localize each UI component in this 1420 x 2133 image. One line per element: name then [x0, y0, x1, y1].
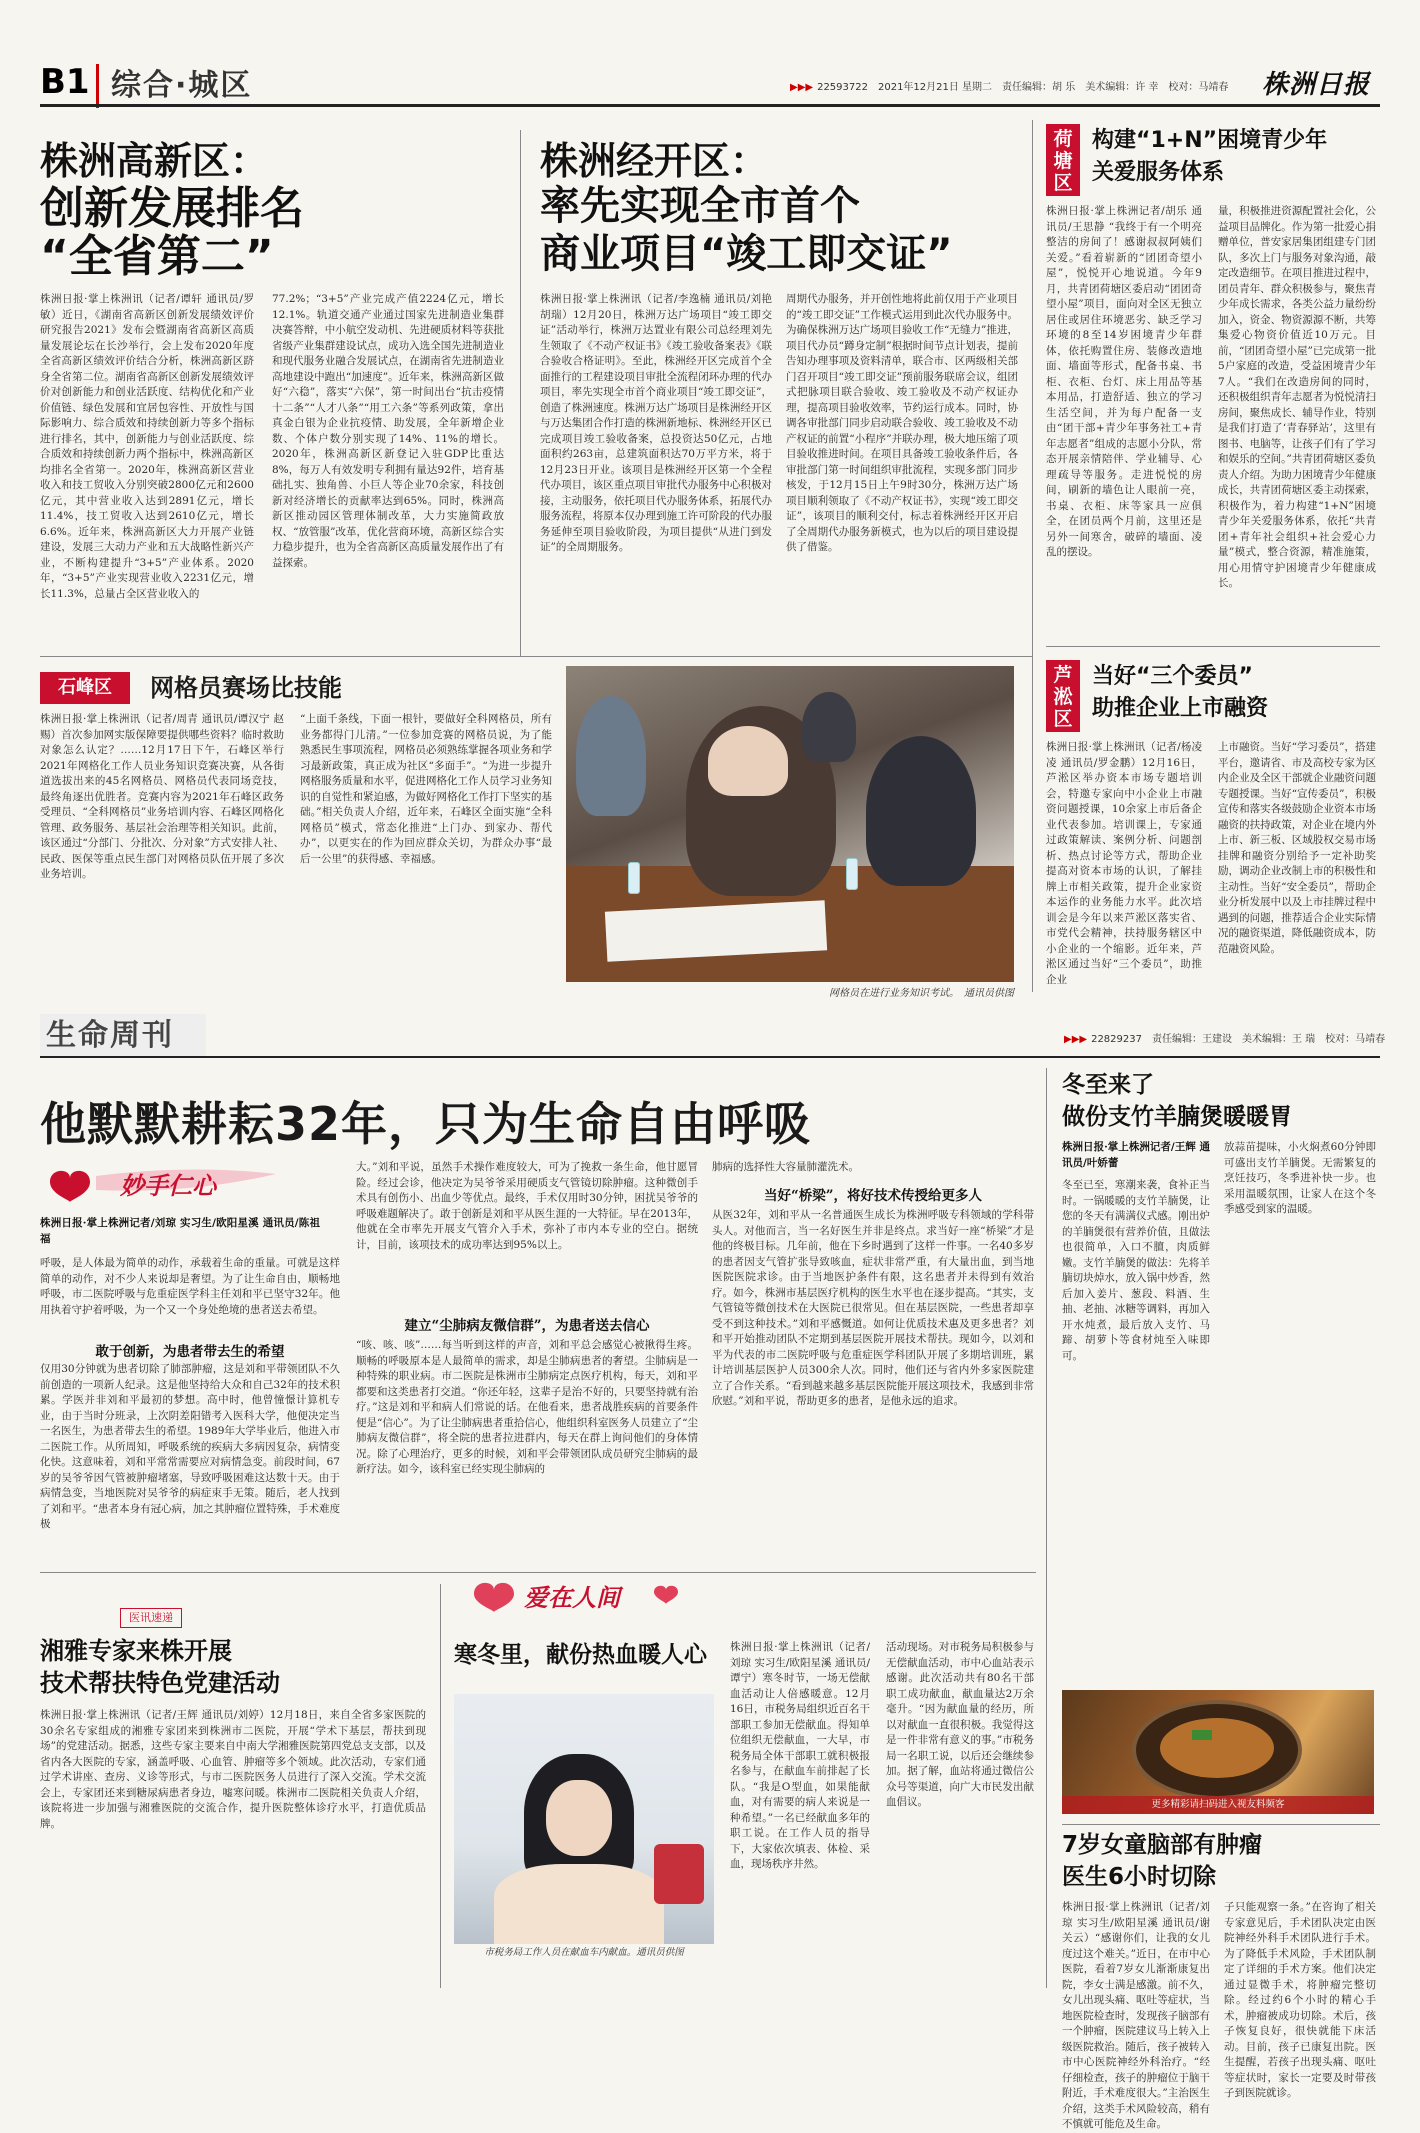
- article1-col2: 77.2%；“3+5”产业完成产值2224亿元，增长12.1%。轨道交通产业通过国家先进制造业集群决赛答辩，中小航空发动机、先进硬质材料等获批省级产业集群建设试点，成功入选全国先进制造业和现代服务业融合发展试点，在湖南省先进制造业高地建设中跑出“加速度”。近年来，株洲高新区做好“六稳”，落实“六保”，第一时间出台“抗击疫情十二条”“人才八条”“用工六条”等系列政策，拿出真金白银为企业抗疫情、助发展，全年新增企业数、个体户数分别实现了14%、11%的增长。2020年，株洲高新区新登记入驻GDP比重达8%，每万人有效发明专利拥有量达92件，培育基础扎实、独角兽、小巨人等企业70余家，科技创新对经济增长的贡献率达到65%。同时，株洲高新区推动园区管理体制改革，大力实施简政放权、“放管服”改革，优化营商环境，高新区综合实力稳步提升，也为全省高新区高质量发展作出了有益探索。: [272, 293, 504, 569]
- aizai-badge: 爱在人间: [524, 1584, 620, 1612]
- yixun-tag: 医讯速递: [120, 1608, 182, 1628]
- miaoshou-badge: 妙手仁心: [120, 1172, 216, 1200]
- newspaper-logo: 株洲日报: [1262, 70, 1371, 100]
- aizai-col1: 株洲日报·掌上株洲讯（记者/刘琼 实习生/欧阳星溪 通讯员/谭宁）寒冬时节，一场无偿献血活动让人倍感暖意。12月16日，市税务局组织近百名干部职工参加无偿献血。得知单位组织无偿献血，一大早，市税务局全体干部职工就积极报名参与，在献血车前排起了长队。“我是O型血，如果能献血，对有需要的病人来说是一种希望。”一名已经献血多年的职工说。在工作人员的指导下，大家依次填表、体检、采血，现场秩序井然。: [730, 1641, 870, 1870]
- hetang-title-line2: 关爱服务体系: [1092, 160, 1225, 185]
- article3-subhead2: 建立“尘肺病友微信群”，为患者送去信心: [404, 1318, 650, 1334]
- article3-col3-para1: 肺病的选择性大容量肺灌洗术。: [712, 1161, 859, 1173]
- article1-col1: 株洲日报·掌上株洲讯（记者/谭轩 通讯员/罗敏）近日，《湖南省高新区创新发展绩效评价研究报告2021》发布会暨湖南省高新区高质量发展论坛在长沙举行，会上发布2020年度全省高新区绩效评价结合分析，株洲高新区跻身全省第二位。湖南省高新区创新发展绩效评价对创新能力和创业活跃度、结构优化和产业价值链、绿色发展和宜居包容性、开放性与国际影响力、综合质效和持续创新力等多个指标进行排名，其中，创新能力与创业活跃度、综合质效和持续创新力两个指标中，株洲高新区均排名全省第一。2020年，株洲高新区营业收入和技工贸收入分别突破2800亿元和2600亿元，其中营业收入达到2891亿元，增长11.4%，技工贸收入达到2610亿元，增长6.6%。近年来，株洲高新区大力开展产业链建设，发展三大动力产业和五大战略性新兴产业，不断构建提升“3+5”产业体系。2020年，“3+5”产业实现营业收入2231亿元，增长11.3%，总量占全区营业收入的: [40, 293, 254, 600]
- xiangya-title-line2: 技术帮扶特色党建活动: [40, 1669, 280, 1697]
- article3-byline: 株洲日报·掌上株洲记者/刘琼 实习生/欧阳星溪 通讯员/陈祖福: [40, 1217, 320, 1245]
- section-title: 综合·城区: [96, 64, 286, 108]
- column-divider: [440, 1584, 441, 1988]
- luhong-col1: 株洲日报·掌上株洲讯（记者/杨凌凌 通讯员/罗金鹏）12月16日，芦淞区举办资本市场专题培训会，特邀专家向中小企业上市融资问题授课，10余家上市后备企业代表参加。培训课上，专家通过政策解读、案例分析、问题剖析、热点讨论等方式，帮助企业提高对资本市场的认识，了解挂牌上市相关政策，提升企业家资本运作的业务能力水平。此次培训会是今年以来芦淞区落实省、市党代会精神，扶持服务辖区中小企业的一个缩影。近年来，芦淞区通过当好“三个委员”，助推企业: [1046, 741, 1202, 986]
- aizai-title: 寒冬里，献份热血暖人心: [454, 1642, 707, 1668]
- scallion-shape: [1192, 1730, 1212, 1740]
- article2-title-line1: 株洲经开区：: [540, 139, 769, 183]
- person-shape: [576, 696, 646, 816]
- dongzhi-title-line2: 做份支竹羊腩煲暖暖胃: [1062, 1104, 1292, 1130]
- arrow-icon: ▶▶▶: [1064, 1034, 1088, 1045]
- girl-col1: 株洲日报·掌上株洲讯（记者/刘琼 实习生/欧阳星溪 通讯员/谢关云）“感谢你们，让我的女儿度过这个难关。”近日，在市中心医院，看着7岁女儿渐渐康复出院，李女士满是感激。前不久，女儿出现头痛、呕吐等症状，当地医院检查时，发现孩子脑部有一个肿瘤，医院建议马上转入上级医院救治。随后，孩子被转入市中心医院神经外科治疗。“经仔细检查，孩子的肿瘤位于脑干附近，手术难度很大。”主治医生介绍，这类手术风险较高，稍有不慎就可能危及生命。: [1062, 1901, 1210, 2130]
- header-rule: [40, 104, 1380, 107]
- column-divider: [1032, 120, 1033, 992]
- section2-title: 生命周刊: [40, 1014, 206, 1058]
- article3-col3-para2: 从医32年，刘和平从一名普通医生成长为株洲呼吸专科领域的学科带头人。对他而言，当一名好医生并非是终点。求当好一座“桥梁”才是他的终极目标。几年前，他在下乡时遇到了这样一件事。一名40多岁的患者因支气管扩张导致咳血，症状非常严重，有大量出血，到当地医院医院求诊。由于当地医护条件有限，这名患者并未得到有效治疗。如今，株洲市基层医疗机构的医生水平也在逐步提高。“其实，支气管镜等微创技术在大医院已很常见。但在基层医院，一些患者却享受不到这种技术。”刘和平感慨道。如何让优质技术惠及更多患者？刘和平开始推动团队不定期到基层医院开展技术帮扶。现如今，以刘和平为代表的市二医院呼吸与危重症医学科团队开展了多期培训班，累计培训基层医护人员300余人次。同时，他们还与省内外多家医院建立了合作关系。“看到越来越多基层医院能开展这项技术，我感到非常欣慰。”刘和平说，帮助更多的患者，是他永远的追求。: [712, 1209, 1034, 1407]
- dongzhi-col2: 放蒜苗提味，小火焖煮60分钟即可盛出支竹羊腩煲。无需繁复的烹饪技巧，冬季进补快一步。也采用温暖氛围，让家人在这个冬季感受到家的温暖。: [1224, 1141, 1376, 1215]
- luhong-title-line1: 当好“三个委员”: [1092, 664, 1253, 689]
- aizai-banner: [454, 1574, 710, 1614]
- section2-rule: [40, 1056, 1380, 1058]
- person-shape: [866, 736, 976, 886]
- luhong-col2: 上市融资。当好“学习委员”，搭建平台，邀请省、市及高校专家为区内企业及全区干部就企业融资问题专题授课。当好“宣传委员”，积极宣传和落实各级鼓励企业资本市场融资的扶持政策，对企业在境内外上市、新三板、区域股权交易市场挂牌和融资分别给予一定补助奖励，调动企业改制上市的积极性和主动性。当好“安全委员”，帮助企业分析发展中以及上市挂牌过程中遇到的问题，推荐适合企业实际情况的融资渠道，降低融资成本，防范融资风险。: [1218, 741, 1376, 955]
- section-divider: [1062, 1824, 1380, 1825]
- dongzhi-col1: 冬至已至，寒潮来袭，食补正当时。一锅暖暖的支竹羊腩煲，让您的冬天有满满仪式感。刚出炉的羊腩煲很有营养价值，且做法也很简单，入口不膻，肉质鲜嫩。支竹羊腩煲的做法：先将羊腩切块焯水，放入锅中炒香，然后加入姜片、葱段、料酒、生抽、老抽、冰糖等调料，再加入开水炖煮，最后放入支竹、马蹄、胡萝卜等食材炖至入味即可。: [1062, 1179, 1210, 1362]
- column-divider: [1046, 1068, 1047, 1988]
- article3-col1-para1: 呼吸，是人体最为简单的动作，承载着生命的重量。可就是这样简单的动作，对不少人来说却是奢望。为了让生命自由，顺畅地呼吸，市二医院呼吸与危重症医学科主任刘和平已坚守32年。他用执着守护着呼吸，为一个又一个身处绝境的患者送去希望。: [40, 1257, 340, 1316]
- shifeng-col1: 株洲日报·掌上株洲讯（记者/周青 通讯员/谭汉宁 赵赐）首次参加网实版保障要提供哪些资料？临时救助对象怎么认定？……12月17日下午，石峰区举行2021年网格化工作人员业务知识竞赛决赛，从各街道选拔出来的45名网格员、网格员代表同场竞技，最终角逐出优胜者。竞赛内容为2021年石峰区政务受理员、“全科网格员”业务培训内容、石峰区网格化管理、政务服务、基层社会治理等相关知识。此前，该区通过“分部门、分批次、分对象”方式安排人社、民政、医保等重点民生部门对网格员队伍开展了多次业务培训。: [40, 713, 284, 880]
- section-divider: [1046, 646, 1380, 647]
- luhong-tag: 芦淞区: [1046, 660, 1080, 732]
- article2-title-line2: 率先实现全市首个: [540, 183, 860, 229]
- sweater-shape: [494, 1864, 664, 1944]
- article2-col1: 株洲日报·掌上株洲讯（记者/李逸楠 通讯员/刘艳 胡瑞）12月20日，株洲万达广场项目“竣工即交证”活动举行，株洲万达置业有限公司总经理刘先生领取了《不动产权证书》《竣工验收备案表》《联合验收合格证明》。至此，株洲经开区完成首个全面推行的工程建设项目审批全流程闭环办理的代办项目，率先实现全市首个商业项目“竣工即交证”，创造了株洲速度。株洲万达广场项目是株洲经开区与万达集团合作打造的株洲新地标、株洲经开区已完成项目竣工验收备案，总投资达50亿元，占地面积约263亩，总建筑面积达70万平方米，将于12月23日开业。该项目是株洲经开区第一个全程代办项目，该区重点项目审批代办服务中心积极对接，主动服务，依托项目代办服务体系，拓展代办服务流程，将原本仅办理到施工许可阶段的代办服务延伸至项目验收阶段，为项目提供“从进门到发证”的全周期服务。: [540, 293, 772, 553]
- hetang-title-line1: 构建“1+N”困境青少年: [1092, 128, 1328, 153]
- person-shape: [802, 692, 856, 762]
- bottle-icon: [846, 858, 858, 890]
- column-divider: [520, 130, 521, 656]
- xiangya-body: 株洲日报·掌上株洲讯（记者/王辉 通讯员/刘婷）12月18日，来自全省多家医院的30余名专家组成的湘雅专家团来到株洲市二医院，开展“学术下基层，帮扶到现场”的党建活动。据悉，这些专家主要来自中南大学湘雅医院第四党总支支部，以及省内各大医院的专家，涵盖呼吸、心血管、肿瘤等多个领域。此次活动，专家们通过学术讲座、查房、义诊等形式，与市二医院医务人员进行了深入交流。学术交流会上，专家团还来到糖尿病患者身边，嘘寒问暖。株洲市二医院相关负责人介绍，该院将进一步加强与湘雅医院的交流合作，提升医院整体诊疗水平，打造优质品牌。: [40, 1709, 426, 1830]
- girl-col2: 子只能观察一条。”在咨询了相关专家意见后，手术团队决定由医院神经外科手术团队进行手术。为了降低手术风险，手术团队制定了详细的手术方案。他们决定通过显微手术，将肿瘤完整切除。经过约6个小时的精心手术，肿瘤被成功切除。术后，孩子恢复良好，很快就能下床活动。目前，孩子已康复出院。医生提醒，若孩子出现头痛、呕吐等症状时，家长一定要及时带孩子到医院就诊。: [1224, 1901, 1376, 2099]
- hetang-col1: 株洲日报·掌上株洲记者/胡乐 通讯员/王思静 “我终于有一个明亮整洁的房间了！感谢叔叔阿姨们关爱。”看着崭新的“团团奇望小屋”，悦悦开心地说道。今年9月，共青团荷塘区委启动“团团奇望小屋”项目，面向对全区无独立居住或居住环境恶劣、缺乏学习环境的8至14岁困境青少年群体，依托购置住房、装修改造地面、墙面等形式，配备书桌、书柜、衣柜、台灯、床上用品等基本用品，打造舒适、独立的学习生活空间，并为每户配备一支由“团干部+青少年事务社工+青年志愿者”组成的志愿小分队，常态开展亲情陪伴、学业辅导、心理疏导等服务。走进悦悦的房间，刷新的墙色让人眼前一亮，书桌、衣柜、床等家具一应俱全，在团员两个月前，这里还是另外一间寒舍，破碎的墙面、凌乱的摆设。: [1046, 205, 1202, 558]
- section-divider: [40, 656, 1032, 657]
- article1-title-line1: 株洲高新区：: [40, 139, 269, 183]
- article3-subhead3: 当好“桥梁”，将好技术传授给更多人: [763, 1188, 983, 1204]
- face-shape: [708, 726, 788, 796]
- girl-title-line2: 医生6小时切除: [1062, 1864, 1217, 1890]
- article2-title-line3: 商业项目“竣工即交证”: [540, 231, 953, 277]
- hetang-tag: 荷塘区: [1046, 124, 1080, 196]
- blood-donation-photo: [454, 1694, 714, 1944]
- exam-photo-caption: 网格员在进行业务知识考试。 通讯员供图: [829, 988, 1014, 999]
- article3-title: 他默默耕耘32年，只为生命自由呼吸: [40, 1097, 812, 1151]
- article3-subhead1: 敢于创新，为患者带去生的希望: [95, 1344, 285, 1360]
- girl-title-line1: 7岁女童脑部有肿瘤: [1062, 1832, 1263, 1858]
- article1-title-line3: “全省第二”: [40, 231, 274, 282]
- article3-col1-para2: 仅用30分钟就为患者切除了肺部肿瘤，这是刘和平带领团队不久前创造的一项新人纪录。这是他坚持给大众和自己32年的技术积累。学医并非刘和平最初的梦想。高中时，他曾憧憬计算机专业，由于当时分班录，上次阴差阳错考入医科大学，他便决定当一名医生，为患者带去生的希望。1989年大学毕业后，他进入市二医院工作。从所周知，呼吸系统的疾病大多病因复杂，病情变化快。这意味着，刘和平常常需要应对病情急变。前段时间，67岁的吴爷爷因气管被肿瘤堵塞，导致呼吸困难这达数十天。由于病情急变，当地医院对吴爷爷的病症束手无策。随后，老人找到了刘和平。“患者本身有冠心病，加之其肿瘤位置特殊，手术难度极: [40, 1363, 340, 1530]
- shifeng-tag: 石峰区: [40, 672, 130, 704]
- article3-col2-para2: “咳、咳、咳”……每当听到这样的声音，刘和平总会感觉心被揪得生疼。顺畅的呼吸原本是人最简单的需求，却是尘肺病患者的奢望。尘肺病是一种特殊的职业病。市二医院是株洲市尘肺病定点医疗机构，每天，刘和平都要和这类患者打交道。“你还年轻，这辈子是治不好的，只要坚持就有治疗。”这是刘和平和病人们常说的话。在他看来，患者战胜疾病的首要条件便是“信心”。为了让尘肺病患者重拾信心，他组织科室医务人员建立了“尘肺病友微信群”，将全院的患者拉进群内，每天在群上询问他们的身体情况。除了心理治疗，更多的时候，刘和平会带领团队成员研究尘肺病的最新疗法。如今，该科室已经实现尘肺病的: [356, 1339, 698, 1475]
- arrow-icon: ▶▶▶: [790, 82, 814, 93]
- article3-col2-para1: 大。”刘和平说，虽然手术操作难度较大，可为了挽救一条生命，他甘愿冒险。经过会诊，他决定为吴爷爷采用硬质支气管镜切除肿瘤。这种微创手术具有创伤小、出血少等优点。最终，手术仅用时30分钟，困扰吴爷爷的呼吸难题解决了。敢于创新是刘和平从医生涯的一大特征。早在2013年，他就在全市率先开展支气管介入手术，弥补了市内本专业的空白。据统计，目前，该项技术的成功率达到95%以上。: [356, 1161, 698, 1251]
- section2-meta: [1064, 1030, 1385, 1045]
- shifeng-col2: “上面千条线，下面一根针，要做好全科网格员，所有业务都得门儿清。”一位参加竞赛的网格员说，为了能熟悉民生事项流程，网格员必须熟练掌握各项业务和学习最新政策，真正成为社区“多面手”。“为进一步提升网格服务质量和水平，促进网格化工作人员学习业务知识的自觉性和紧迫感，为做好网格化工作打下坚实的基础。”相关负责人介绍，近年来，石峰区全面实施“全科网格员”模式，常态化推进“上门办、到家办、帮代办”，以更实在的作为回应群众关切，为群众办事“最后一公里”的获得感、幸福感。: [300, 713, 552, 865]
- dongzhi-byline: 株洲日报·掌上株洲记者/王辉 通讯员/叶娇蕾: [1062, 1141, 1210, 1169]
- dongzhi-title-line1: 冬至来了: [1062, 1072, 1154, 1098]
- page-code: B1: [40, 62, 90, 102]
- lamb-pot-caption: 更多精彩请扫码进入视友料频客: [1062, 1796, 1374, 1814]
- stew-shape: [1160, 1718, 1274, 1778]
- blood-bag-shape: [654, 1844, 704, 1904]
- blood-donation-caption: 市税务局工作人员在献血车内献血。通讯员供图: [484, 1947, 684, 1958]
- bottle-icon: [628, 862, 640, 894]
- page-meta: [790, 78, 1228, 93]
- xiangya-title-line1: 湘雅专家来株开展: [40, 1637, 232, 1665]
- luhong-title-line2: 助推企业上市融资: [1092, 696, 1269, 721]
- aizai-col2: 活动现场。对市税务局积极参与无偿献血活动，市中心血站表示感谢。此次活动共有80名干部职工成功献血，献血量达2万余毫升。“因为献血量的经历，所以对献血一直很积极。我觉得这是一件非常有意义的事。”市税务局一名职工说，以后还会继续参加。据了解，血站将通过微信公众号等渠道，向广大市民发出献血倡议。: [886, 1641, 1034, 1808]
- shifeng-title: 网格员赛场比技能: [150, 674, 342, 702]
- section2-meta-text: 22829237 责任编辑：王建设 美术编辑：王 瑞 校对：马靖春: [1091, 1034, 1386, 1045]
- hetang-col2: 量，积极推进资源配置社会化，公益项目品牌化。作为第一批爱心捐赠单位，普安家居集团组建专门团队，多次上门与服务对象沟通，敲定改造细节。在项目推进过程中，团员青年、群众积极参与，聚焦青少年成长需求，各类公益力量纷纷加入，资金、物资源源不断，共筹集爱心物资价值近10万元。目前，“团团奇望小屋”已完成第一批5户家庭的改造，受益困境青少年7人。“我们在改造房间的同时，还积极组织青年志愿者为悦悦清扫房间，聚焦成长、辅导作业，特别是我们打造了‘青春驿站’，这里有图书、电脑等，让孩子们有了学习和娱乐的空间。”共青团荷塘区委负责人介绍。为助力困境青少年健康成长，共青团荷塘区委主动探索，积极作为，着力构建“1+N”困境青少年关爱服务体系，依托“共青团+青年社会组织+社会爱心力量”模式，整合资源，精准施策，用心用情守护困境青少年健康成长。: [1218, 205, 1376, 589]
- article2-col2: 周期代办服务，并开创性地将此前仅用于产业项目的“竣工即交证”工作模式运用到此次代办服务中。为确保株洲万达广场项目验收工作“无缝力”推进，项目代办员“蹲身定制”根据时间节点计划表，提前告知办理事项及资料清单，联合市、区两级相关部门召开项目“竣工即交证”预前服务联席会议，组团式把脉项目联合验收、竣工验收及不动产权证办理，提高项目验收效率，节约运行成本。同时，协调各审批部门同步启动联合验收、竣工验收及不动产权证的前置“小程序”并联办理，极大地压缩了项目验收推进时间。在项目具备竣工验收条件后，各审批部门第一时间组织审批流程，实现多部门同步核发，于12月15日上午9时30分，株洲万达广场项目顺利领取了《不动产权证书》，实现“竣工即交证”，该项目的顺利交付，标志着株洲经开区开启了全周期代办服务新模式，也为以后的项目建设提供了借鉴。: [786, 293, 1018, 553]
- miaoshou-banner: [40, 1160, 280, 1204]
- face-shape: [546, 1780, 612, 1856]
- page-meta-text: 22593722 2021年12月21日 星期二 责任编辑：胡 乐 美术编辑：许 幸 校对：马靖春: [817, 82, 1229, 93]
- exam-photo: [566, 666, 1014, 982]
- section-divider: [40, 1572, 1036, 1573]
- article1-title-line2: 创新发展排名: [40, 183, 304, 234]
